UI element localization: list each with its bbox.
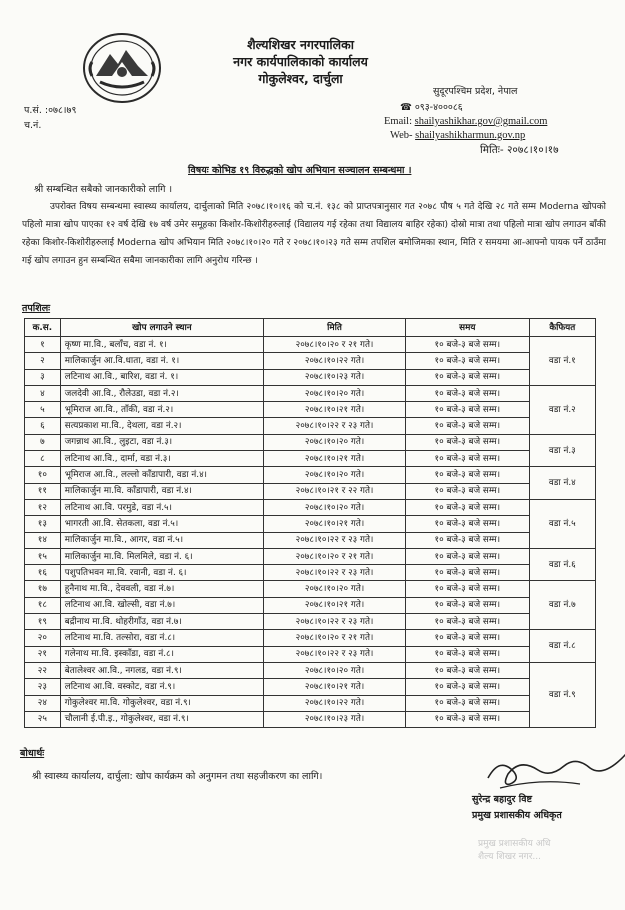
row-date: २०७८।१०।२१ गते।	[264, 679, 406, 695]
row-time: १० बजे-३ बजे सम्म।	[405, 532, 529, 548]
row-time: १० बजे-३ बजे सम्म।	[405, 695, 529, 711]
email-label: Email:	[384, 116, 415, 127]
letter-date: मितिः- २०७८।१०।१७	[480, 144, 559, 156]
web-label: Web-	[390, 130, 416, 141]
row-date: २०७८।१०।२० गते।	[264, 499, 406, 515]
row-sn: २४	[25, 695, 61, 711]
body-paragraph	[22, 198, 606, 270]
row-location: लटिनाथ आ.वि. खोल्सी, वडा नं.७।	[60, 597, 263, 613]
row-sn: ३	[25, 369, 61, 385]
row-date: २०७८।१०।२० गते।	[264, 385, 406, 401]
row-date: २०७८।१०।२१ गते।	[264, 402, 406, 418]
table-row	[25, 516, 596, 532]
row-time: १० बजे-३ बजे सम्म।	[405, 483, 529, 499]
table-row	[25, 679, 596, 695]
row-location: मालिकार्जुन मा.वि. मिलमिले, वडा नं. ६।	[60, 548, 263, 564]
row-date: २०७८।१०।२१ गते।	[264, 451, 406, 467]
header-date: मिति	[264, 319, 406, 337]
row-location: हूनैनाथ मा.वि., देववली, वडा नं.७।	[60, 581, 263, 597]
row-date: २०७८।१०।२२ गते।	[264, 695, 406, 711]
row-location: सत्यप्रकाश मा.वि., देथला, वडा नं.२।	[60, 418, 263, 434]
row-location: लटिनाथ आ.वि., बारिश, वडा नं. १।	[60, 369, 263, 385]
row-time: १० बजे-३ बजे सम्म।	[405, 467, 529, 483]
table-row	[25, 532, 596, 548]
row-sn: १२	[25, 499, 61, 515]
cc-recipient: श्री स्वास्थ्य कार्यालय, दार्चुला: खोप कार्यक्रम को अनुगमन तथा सहजीकरण का लागि।	[32, 771, 323, 782]
row-sn: ८	[25, 451, 61, 467]
row-sn: १३	[25, 516, 61, 532]
row-time: १० बजे-३ बजे सम्म।	[405, 369, 529, 385]
row-time: १० बजे-३ बजे सम्म।	[405, 451, 529, 467]
row-time: १० बजे-३ बजे सम्म।	[405, 337, 529, 353]
table-row	[25, 418, 596, 434]
table-row	[25, 385, 596, 401]
row-location: मालिकार्जुन आ.वि.धाता, वडा नं. १।	[60, 353, 263, 369]
row-date: २०७८।१०।२० गते।	[264, 581, 406, 597]
table-row	[25, 695, 596, 711]
phone-number: ☎ ०९३-४०००८६	[400, 102, 463, 113]
row-location: जलदेवी आ.वि., रौलेउडा, वडा नं.२।	[60, 385, 263, 401]
row-time: १० बजे-३ बजे सम्म।	[405, 581, 529, 597]
table-row	[25, 646, 596, 662]
signature-image	[480, 748, 625, 794]
row-date: २०७८।१०।२० र २१ गते।	[264, 337, 406, 353]
email-link[interactable]: shailyashikhar.gov@gmail.com	[414, 116, 548, 127]
row-location: जगन्नाथ आ.वि., लुइटा, वडा नं.३।	[60, 434, 263, 450]
row-sn: १८	[25, 597, 61, 613]
row-sn: १९	[25, 614, 61, 630]
row-sn: २०	[25, 630, 61, 646]
row-sn: २३	[25, 679, 61, 695]
row-date: २०७८।१०।२० र २१ गते।	[264, 548, 406, 564]
table-row	[25, 369, 596, 385]
row-date: २०७८।१०।२३ गते।	[264, 369, 406, 385]
details-label: तपशिलः	[22, 303, 51, 314]
row-time: १० बजे-३ बजे सम्म।	[405, 711, 529, 727]
table-row	[25, 353, 596, 369]
row-time: १० बजे-३ बजे सम्म।	[405, 597, 529, 613]
row-time: १० बजे-३ बजे सम्म।	[405, 548, 529, 564]
cc-label: बोधार्थः	[20, 748, 45, 759]
row-time: १० बजे-३ बजे सम्म।	[405, 418, 529, 434]
row-sn: २५	[25, 711, 61, 727]
dispatch-number: च.नं.	[24, 120, 42, 131]
row-date: २०७८।१०।२३ गते।	[264, 711, 406, 727]
table-row	[25, 451, 596, 467]
web-line	[390, 130, 525, 141]
row-date: २०७८।१०।२० र २१ गते।	[264, 630, 406, 646]
row-sn: २१	[25, 646, 61, 662]
row-sn: १७	[25, 581, 61, 597]
table-body	[25, 337, 596, 728]
table-row	[25, 402, 596, 418]
row-remarks: वडा नं.८	[529, 630, 595, 663]
table-row	[25, 499, 596, 515]
reference-number: प.सं. :०७८।७९	[24, 105, 77, 116]
row-date: २०७८।१०।२२ र २३ गते।	[264, 614, 406, 630]
header-sn: क.स.	[25, 319, 61, 337]
row-location: चौलानी ई.पी.इ., गोकुलेश्वर, वडा नं.९।	[60, 711, 263, 727]
row-location: मालिकार्जुन मा.वि. काँडापारी, वडा नं.४।	[60, 483, 263, 499]
row-time: १० बजे-३ बजे सम्म।	[405, 630, 529, 646]
row-location: भूमिराज आ.वि., लल्लो काँडापारी, वडा नं.४।	[60, 467, 263, 483]
table-row	[25, 483, 596, 499]
row-date: २०७८।१०।२२ र २३ गते।	[264, 532, 406, 548]
body-text: उपरोक्त विषय सम्बन्धमा स्वास्थ्य कार्यालय, दार्चुलाको मिति २०७८।१०।१६ को च.नं. १३८ को प्राप्तपत्रानुसार गत २०७८ पौष ५ गते देखि २८ गते सम्म Moderna खोपको पहिलो मात्रा खोप पाएका १२ वर्ष देखि १७ वर्ष उमेर समूहका किशोर-किशोरीहरुलाई (विद्यालय गई रहेका तथा विद्यालय बाहिर रहेका) दोस्रो मात्रा तथा पहिलो मात्रा खोप लगाउन बाँकी रहेका किशोर-किशोरीहरुलाई Moderna खोप अभियान मिति २०७८।१०।२० गते र २०७८।१०।२३ गते सम्म तपशिल बमोजिमका स्थान, मिति र समयमा आ-आफ्नो पायक पर्ने ठाउँमा गई खोप लगाउन हुन सम्बन्धित सबैमा जानकारीका लागि अनुरोध गरिन्छ ।	[22, 202, 606, 266]
row-date: २०७८।१०।२० गते।	[264, 662, 406, 678]
header-remarks: कैफियत	[529, 319, 595, 337]
row-date: २०७८।१०।२० गते।	[264, 467, 406, 483]
row-sn: ७	[25, 434, 61, 450]
municipality-name: शैल्यशिखर नगरपालिका	[247, 37, 354, 52]
addressee: श्री सम्बन्धित सबैको जानकारीको लागि ।	[34, 184, 173, 195]
row-time: १० बजे-३ बजे सम्म।	[405, 646, 529, 662]
office-location: गोकुलेश्वर, दार्चुला	[258, 71, 343, 86]
row-time: १० बजे-३ बजे सम्म।	[405, 565, 529, 581]
row-location: पशुपतिभवन मा.वि. रवानी, वडा नं. ६।	[60, 565, 263, 581]
row-sn: १४	[25, 532, 61, 548]
row-time: १० बजे-३ बजे सम्म।	[405, 662, 529, 678]
row-remarks: वडा नं.१	[529, 337, 595, 386]
row-sn: १	[25, 337, 61, 353]
table-row	[25, 662, 596, 678]
row-location: बेतालेश्वर आ.वि., नगलड, वडा नं.९।	[60, 662, 263, 678]
row-time: १० बजे-३ बजे सम्म।	[405, 499, 529, 515]
row-location: भूमिराज आ.वि., ताँकी, वडा नं.२।	[60, 402, 263, 418]
row-remarks: वडा नं.९	[529, 662, 595, 727]
office-name: नगर कार्यपालिकाको कार्यालय	[233, 54, 368, 69]
table-row	[25, 597, 596, 613]
row-date: २०७८।१०।२१ गते।	[264, 597, 406, 613]
table-row	[25, 711, 596, 727]
header-time: समय	[405, 319, 529, 337]
row-date: २०७८।१०।२० गते।	[264, 434, 406, 450]
row-time: १० बजे-३ बजे सम्म।	[405, 434, 529, 450]
row-time: १० बजे-३ बजे सम्म।	[405, 614, 529, 630]
row-location: कृष्ण मा.वि., बलाँच, वडा नं. १।	[60, 337, 263, 353]
email-line	[384, 116, 547, 127]
row-sn: ५	[25, 402, 61, 418]
row-sn: १६	[25, 565, 61, 581]
table-row	[25, 630, 596, 646]
row-time: १० बजे-३ बजे सम्म।	[405, 353, 529, 369]
row-location: मालिकार्जुन मा.वि., आगर, वडा नं.५।	[60, 532, 263, 548]
province: सुदूरपश्चिम प्रदेश, नेपाल	[433, 86, 518, 97]
table-row	[25, 565, 596, 581]
table-row	[25, 337, 596, 353]
row-remarks: वडा नं.४	[529, 467, 595, 500]
row-location: भागरती आ.वि. सेतकला, वडा नं.५।	[60, 516, 263, 532]
row-remarks: वडा नं.२	[529, 385, 595, 434]
row-sn: २	[25, 353, 61, 369]
row-time: १० बजे-३ बजे सम्म।	[405, 385, 529, 401]
subject-line: विषयः कोभिड १९ विरुद्धको खोप अभियान सञ्चालन सम्बन्धमा ।	[188, 165, 412, 176]
stamp-line: शैल्य शिखर नगर...	[478, 852, 541, 862]
header-location: खोप लगाउने स्थान	[60, 319, 263, 337]
row-date: २०७८।१०।२२ र २३ गते।	[264, 418, 406, 434]
row-remarks: वडा नं.५	[529, 499, 595, 548]
signer-designation: प्रमुख प्रशासकीय अधिकृत	[472, 810, 562, 821]
row-remarks: वडा नं.६	[529, 548, 595, 581]
table-row	[25, 467, 596, 483]
row-location: लटिनाथ मा.वि. तल्सोरा, वडा नं.८।	[60, 630, 263, 646]
row-location: बद्रीनाथ मा.वि. थोहरीगाँउ, वडा नं.७।	[60, 614, 263, 630]
table-row	[25, 548, 596, 564]
table-header-row	[25, 319, 596, 337]
row-date: २०७८।१०।२२ र २३ गते।	[264, 646, 406, 662]
row-date: २०७८।१०।२२ र २३ गते।	[264, 565, 406, 581]
faded-stamp	[478, 838, 550, 864]
row-location: लटिनाथ आ.वि. परमुडे, वडा नं.५।	[60, 499, 263, 515]
row-date: २०७८।१०।२१ गते।	[264, 516, 406, 532]
vaccination-schedule-table	[24, 318, 596, 728]
web-link[interactable]: shailyashikharmun.gov.np	[415, 130, 526, 141]
row-date: २०७८।१०।२२ गते।	[264, 353, 406, 369]
row-time: १० बजे-३ बजे सम्म।	[405, 402, 529, 418]
stamp-line: प्रमुख प्रशासकीय अधि	[478, 839, 551, 849]
row-sn: १५	[25, 548, 61, 564]
row-remarks: वडा नं.३	[529, 434, 595, 467]
row-location: लटिनाथ आ.वि. वस्कोट, वडा नं.९।	[60, 679, 263, 695]
row-time: १० बजे-३ बजे सम्म।	[405, 679, 529, 695]
table-row	[25, 581, 596, 597]
row-sn: ६	[25, 418, 61, 434]
row-date: २०७८।१०।२१ र २२ गते।	[264, 483, 406, 499]
row-sn: ११	[25, 483, 61, 499]
row-sn: ४	[25, 385, 61, 401]
table-row	[25, 614, 596, 630]
row-time: १० बजे-३ बजे सम्म।	[405, 516, 529, 532]
signer-name: सुरेन्द्र बहादुर विष्ट	[472, 794, 533, 805]
table-row	[25, 434, 596, 450]
row-sn: २२	[25, 662, 61, 678]
row-location: गलेनाथ मा.वि. इस्काँडा, वडा नं.८।	[60, 646, 263, 662]
row-location: लटिनाथ आ.वि., दार्मा, वडा नं.३।	[60, 451, 263, 467]
row-sn: १०	[25, 467, 61, 483]
row-location: गोकुलेश्वर मा.वि. गोकुलेश्वर, वडा नं.९।	[60, 695, 263, 711]
row-remarks: वडा नं.७	[529, 581, 595, 630]
